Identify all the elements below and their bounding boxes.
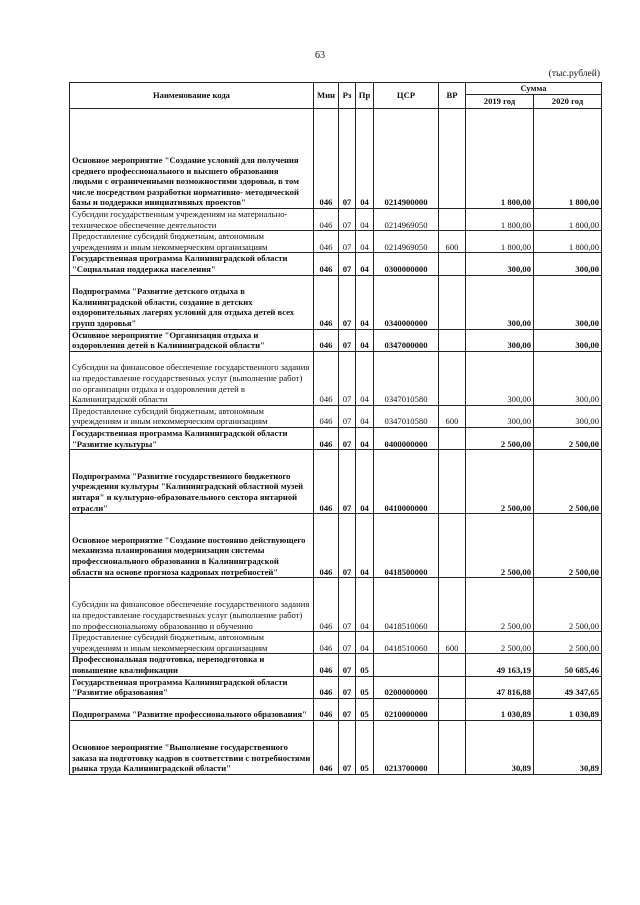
header-name: Наименование кода xyxy=(70,83,314,109)
rz-cell: 07 xyxy=(339,450,356,514)
vr-cell xyxy=(439,698,466,720)
pr-cell: 04 xyxy=(356,427,374,449)
min-cell: 046 xyxy=(314,427,339,449)
min-cell: 046 xyxy=(314,720,339,774)
amount-2019-cell: 2 500,00 xyxy=(466,450,534,514)
vr-cell xyxy=(439,253,466,275)
vr-cell xyxy=(439,329,466,351)
pr-cell: 04 xyxy=(356,275,374,329)
vr-cell xyxy=(439,654,466,676)
amount-2020-cell: 2 500,00 xyxy=(534,632,602,654)
rz-cell: 07 xyxy=(339,253,356,275)
min-cell: 046 xyxy=(314,329,339,351)
page-number: 63 xyxy=(315,50,325,61)
rz-cell: 07 xyxy=(339,514,356,578)
amount-2019-cell: 2 500,00 xyxy=(466,427,534,449)
csr-cell: 0300000000 xyxy=(374,253,439,275)
csr-cell: 0210000000 xyxy=(374,698,439,720)
amount-2019-cell: 2 500,00 xyxy=(466,578,534,632)
amount-2019-cell: 300,00 xyxy=(466,329,534,351)
csr-cell: 0214900000 xyxy=(374,109,439,209)
rz-cell: 07 xyxy=(339,329,356,351)
vr-cell xyxy=(439,676,466,698)
name-cell: Подпрограмма "Развитие профессионального образования" xyxy=(70,698,314,720)
min-cell: 046 xyxy=(314,109,339,209)
rz-cell: 07 xyxy=(339,632,356,654)
vr-cell: 600 xyxy=(439,632,466,654)
pr-cell: 04 xyxy=(356,578,374,632)
name-cell: Подпрограмма "Развитие государственного бюджетного учреждения культуры "Калининградский областной музей янтаря" и культурно-образовательного сектора янтарной отрасли" xyxy=(70,450,314,514)
header-csr: ЦСР xyxy=(374,83,439,109)
amount-2020-cell: 300,00 xyxy=(534,351,602,405)
budget-table xyxy=(69,82,602,775)
csr-cell: 0400000000 xyxy=(374,427,439,449)
rz-cell: 07 xyxy=(339,654,356,676)
pr-cell: 05 xyxy=(356,720,374,774)
min-cell: 046 xyxy=(314,405,339,427)
amount-2020-cell: 1 030,89 xyxy=(534,698,602,720)
vr-cell xyxy=(439,275,466,329)
min-cell: 046 xyxy=(314,632,339,654)
amount-2019-cell: 49 163,19 xyxy=(466,654,534,676)
amount-2019-cell: 1 030,89 xyxy=(466,698,534,720)
min-cell: 046 xyxy=(314,275,339,329)
min-cell: 046 xyxy=(314,351,339,405)
min-cell: 046 xyxy=(314,450,339,514)
amount-2020-cell: 50 685,46 xyxy=(534,654,602,676)
csr-cell: 0214969050 xyxy=(374,209,439,231)
csr-cell: 0347010580 xyxy=(374,351,439,405)
csr-cell: 0347000000 xyxy=(374,329,439,351)
amount-2019-cell: 1 800,00 xyxy=(466,231,534,253)
table-row xyxy=(70,450,602,514)
name-cell: Профессиональная подготовка, переподготовка и повышение квалификации xyxy=(70,654,314,676)
name-cell: Государственная программа Калининградской области "Социальная поддержка населения" xyxy=(70,253,314,275)
table-row xyxy=(70,654,602,676)
name-cell: Основное мероприятие "Выполнение государственного заказа на подготовку кадров в соответствии с потребностями рынка труда Калининградской области" xyxy=(70,720,314,774)
csr-cell: 0340000000 xyxy=(374,275,439,329)
rz-cell: 07 xyxy=(339,275,356,329)
csr-cell: 0200000000 xyxy=(374,676,439,698)
table-row xyxy=(70,231,602,253)
amount-2019-cell: 300,00 xyxy=(466,405,534,427)
csr-cell: 0418510060 xyxy=(374,632,439,654)
vr-cell xyxy=(439,720,466,774)
amount-2019-cell: 300,00 xyxy=(466,253,534,275)
rz-cell: 07 xyxy=(339,351,356,405)
rz-cell: 07 xyxy=(339,676,356,698)
table-row xyxy=(70,109,602,209)
min-cell: 046 xyxy=(314,654,339,676)
amount-2020-cell: 30,89 xyxy=(534,720,602,774)
amount-2020-cell: 300,00 xyxy=(534,275,602,329)
name-cell: Основное мероприятие "Организация отдыха и оздоровления детей в Калининградской области" xyxy=(70,329,314,351)
min-cell: 046 xyxy=(314,578,339,632)
min-cell: 046 xyxy=(314,676,339,698)
name-cell: Основное мероприятие "Создание постоянно действующего механизма планирования модернизации системы профессионального образования в Калининградской области на основе прогноза кадровых потребностей" xyxy=(70,514,314,578)
unit-label: (тыс.рублей) xyxy=(548,69,600,79)
name-cell: Подпрограмма "Развитие детского отдыха в Калининградской области, создание в детских оздоровительных лагерях условий для отдыха детей всех групп здоровья" xyxy=(70,275,314,329)
min-cell: 046 xyxy=(314,231,339,253)
amount-2020-cell: 2 500,00 xyxy=(534,427,602,449)
table-row xyxy=(70,405,602,427)
amount-2020-cell: 1 800,00 xyxy=(534,209,602,231)
pr-cell: 05 xyxy=(356,698,374,720)
min-cell: 046 xyxy=(314,514,339,578)
pr-cell: 04 xyxy=(356,329,374,351)
vr-cell xyxy=(439,109,466,209)
pr-cell: 05 xyxy=(356,676,374,698)
amount-2020-cell: 2 500,00 xyxy=(534,450,602,514)
name-cell: Государственная программа Калининградской области "Развитие образования" xyxy=(70,676,314,698)
amount-2019-cell: 1 800,00 xyxy=(466,109,534,209)
csr-cell: 0213700000 xyxy=(374,720,439,774)
amount-2020-cell: 2 500,00 xyxy=(534,578,602,632)
table-row xyxy=(70,676,602,698)
table-row xyxy=(70,209,602,231)
pr-cell: 04 xyxy=(356,209,374,231)
pr-cell: 04 xyxy=(356,514,374,578)
rz-cell: 07 xyxy=(339,209,356,231)
min-cell: 046 xyxy=(314,253,339,275)
pr-cell: 04 xyxy=(356,253,374,275)
amount-2020-cell: 49 347,65 xyxy=(534,676,602,698)
pr-cell: 04 xyxy=(356,231,374,253)
vr-cell xyxy=(439,351,466,405)
header-pr: Пр xyxy=(356,83,374,109)
header-2020: 2020 год xyxy=(534,95,602,109)
amount-2020-cell: 1 800,00 xyxy=(534,109,602,209)
table-row xyxy=(70,275,602,329)
rz-cell: 07 xyxy=(339,720,356,774)
amount-2019-cell: 30,89 xyxy=(466,720,534,774)
rz-cell: 07 xyxy=(339,698,356,720)
table-body xyxy=(70,109,602,775)
amount-2019-cell: 300,00 xyxy=(466,351,534,405)
name-cell: Субсидии на финансовое обеспечение государственного задания на предоставление государственных услуг (выполнение работ) по профессиональному образованию и обучению xyxy=(70,578,314,632)
amount-2020-cell: 300,00 xyxy=(534,405,602,427)
rz-cell: 07 xyxy=(339,578,356,632)
header-vr: ВР xyxy=(439,83,466,109)
table-row xyxy=(70,698,602,720)
pr-cell: 04 xyxy=(356,351,374,405)
table-row xyxy=(70,351,602,405)
csr-cell: 0418510060 xyxy=(374,578,439,632)
rz-cell: 07 xyxy=(339,405,356,427)
name-cell: Субсидии государственным учреждениям на материально-техническое обеспечение деятельности xyxy=(70,209,314,231)
vr-cell: 600 xyxy=(439,231,466,253)
csr-cell: 0347010580 xyxy=(374,405,439,427)
amount-2020-cell: 2 500,00 xyxy=(534,514,602,578)
rz-cell: 07 xyxy=(339,231,356,253)
amount-2019-cell: 47 816,88 xyxy=(466,676,534,698)
header-rz: Рз xyxy=(339,83,356,109)
name-cell: Государственная программа Калининградской области "Развитие культуры" xyxy=(70,427,314,449)
csr-cell xyxy=(374,654,439,676)
min-cell: 046 xyxy=(314,698,339,720)
amount-2019-cell: 2 500,00 xyxy=(466,632,534,654)
rz-cell: 07 xyxy=(339,109,356,209)
pr-cell: 05 xyxy=(356,654,374,676)
amount-2020-cell: 1 800,00 xyxy=(534,231,602,253)
table-row xyxy=(70,720,602,774)
name-cell: Предоставление субсидий бюджетным, автономным учреждениям и иным некоммерческим организациям xyxy=(70,405,314,427)
amount-2020-cell: 300,00 xyxy=(534,253,602,275)
header-sum: Сумма xyxy=(466,83,602,95)
pr-cell: 04 xyxy=(356,109,374,209)
pr-cell: 04 xyxy=(356,632,374,654)
amount-2019-cell: 1 800,00 xyxy=(466,209,534,231)
name-cell: Субсидии на финансовое обеспечение государственного задания на предоставление государственных услуг (выполнение работ) по организации отдыха и оздоровления детей в Калининградской области xyxy=(70,351,314,405)
rz-cell: 07 xyxy=(339,427,356,449)
header-min: Мин xyxy=(314,83,339,109)
table-row xyxy=(70,514,602,578)
amount-2019-cell: 2 500,00 xyxy=(466,514,534,578)
name-cell: Основное мероприятие "Создание условий для получения среднего профессионального и высшего образования людьми с ограниченными возможностями здоровья, в том числе посредством разработки нормативно- методической базы и поддержки инициативных проектов" xyxy=(70,109,314,209)
table-row xyxy=(70,427,602,449)
csr-cell: 0410000000 xyxy=(374,450,439,514)
name-cell: Предоставление субсидий бюджетным, автономным учреждениям и иным некоммерческим организациям xyxy=(70,632,314,654)
table-row xyxy=(70,329,602,351)
table-row xyxy=(70,253,602,275)
name-cell: Предоставление субсидий бюджетным, автономным учреждениям и иным некоммерческим организациям xyxy=(70,231,314,253)
amount-2019-cell: 300,00 xyxy=(466,275,534,329)
min-cell: 046 xyxy=(314,209,339,231)
table-row xyxy=(70,632,602,654)
header-2019: 2019 год xyxy=(466,95,534,109)
csr-cell: 0214969050 xyxy=(374,231,439,253)
csr-cell: 0418500000 xyxy=(374,514,439,578)
amount-2020-cell: 300,00 xyxy=(534,329,602,351)
table-row xyxy=(70,578,602,632)
vr-cell xyxy=(439,209,466,231)
vr-cell xyxy=(439,578,466,632)
pr-cell: 04 xyxy=(356,450,374,514)
vr-cell: 600 xyxy=(439,405,466,427)
vr-cell xyxy=(439,514,466,578)
vr-cell xyxy=(439,427,466,449)
pr-cell: 04 xyxy=(356,405,374,427)
vr-cell xyxy=(439,450,466,514)
